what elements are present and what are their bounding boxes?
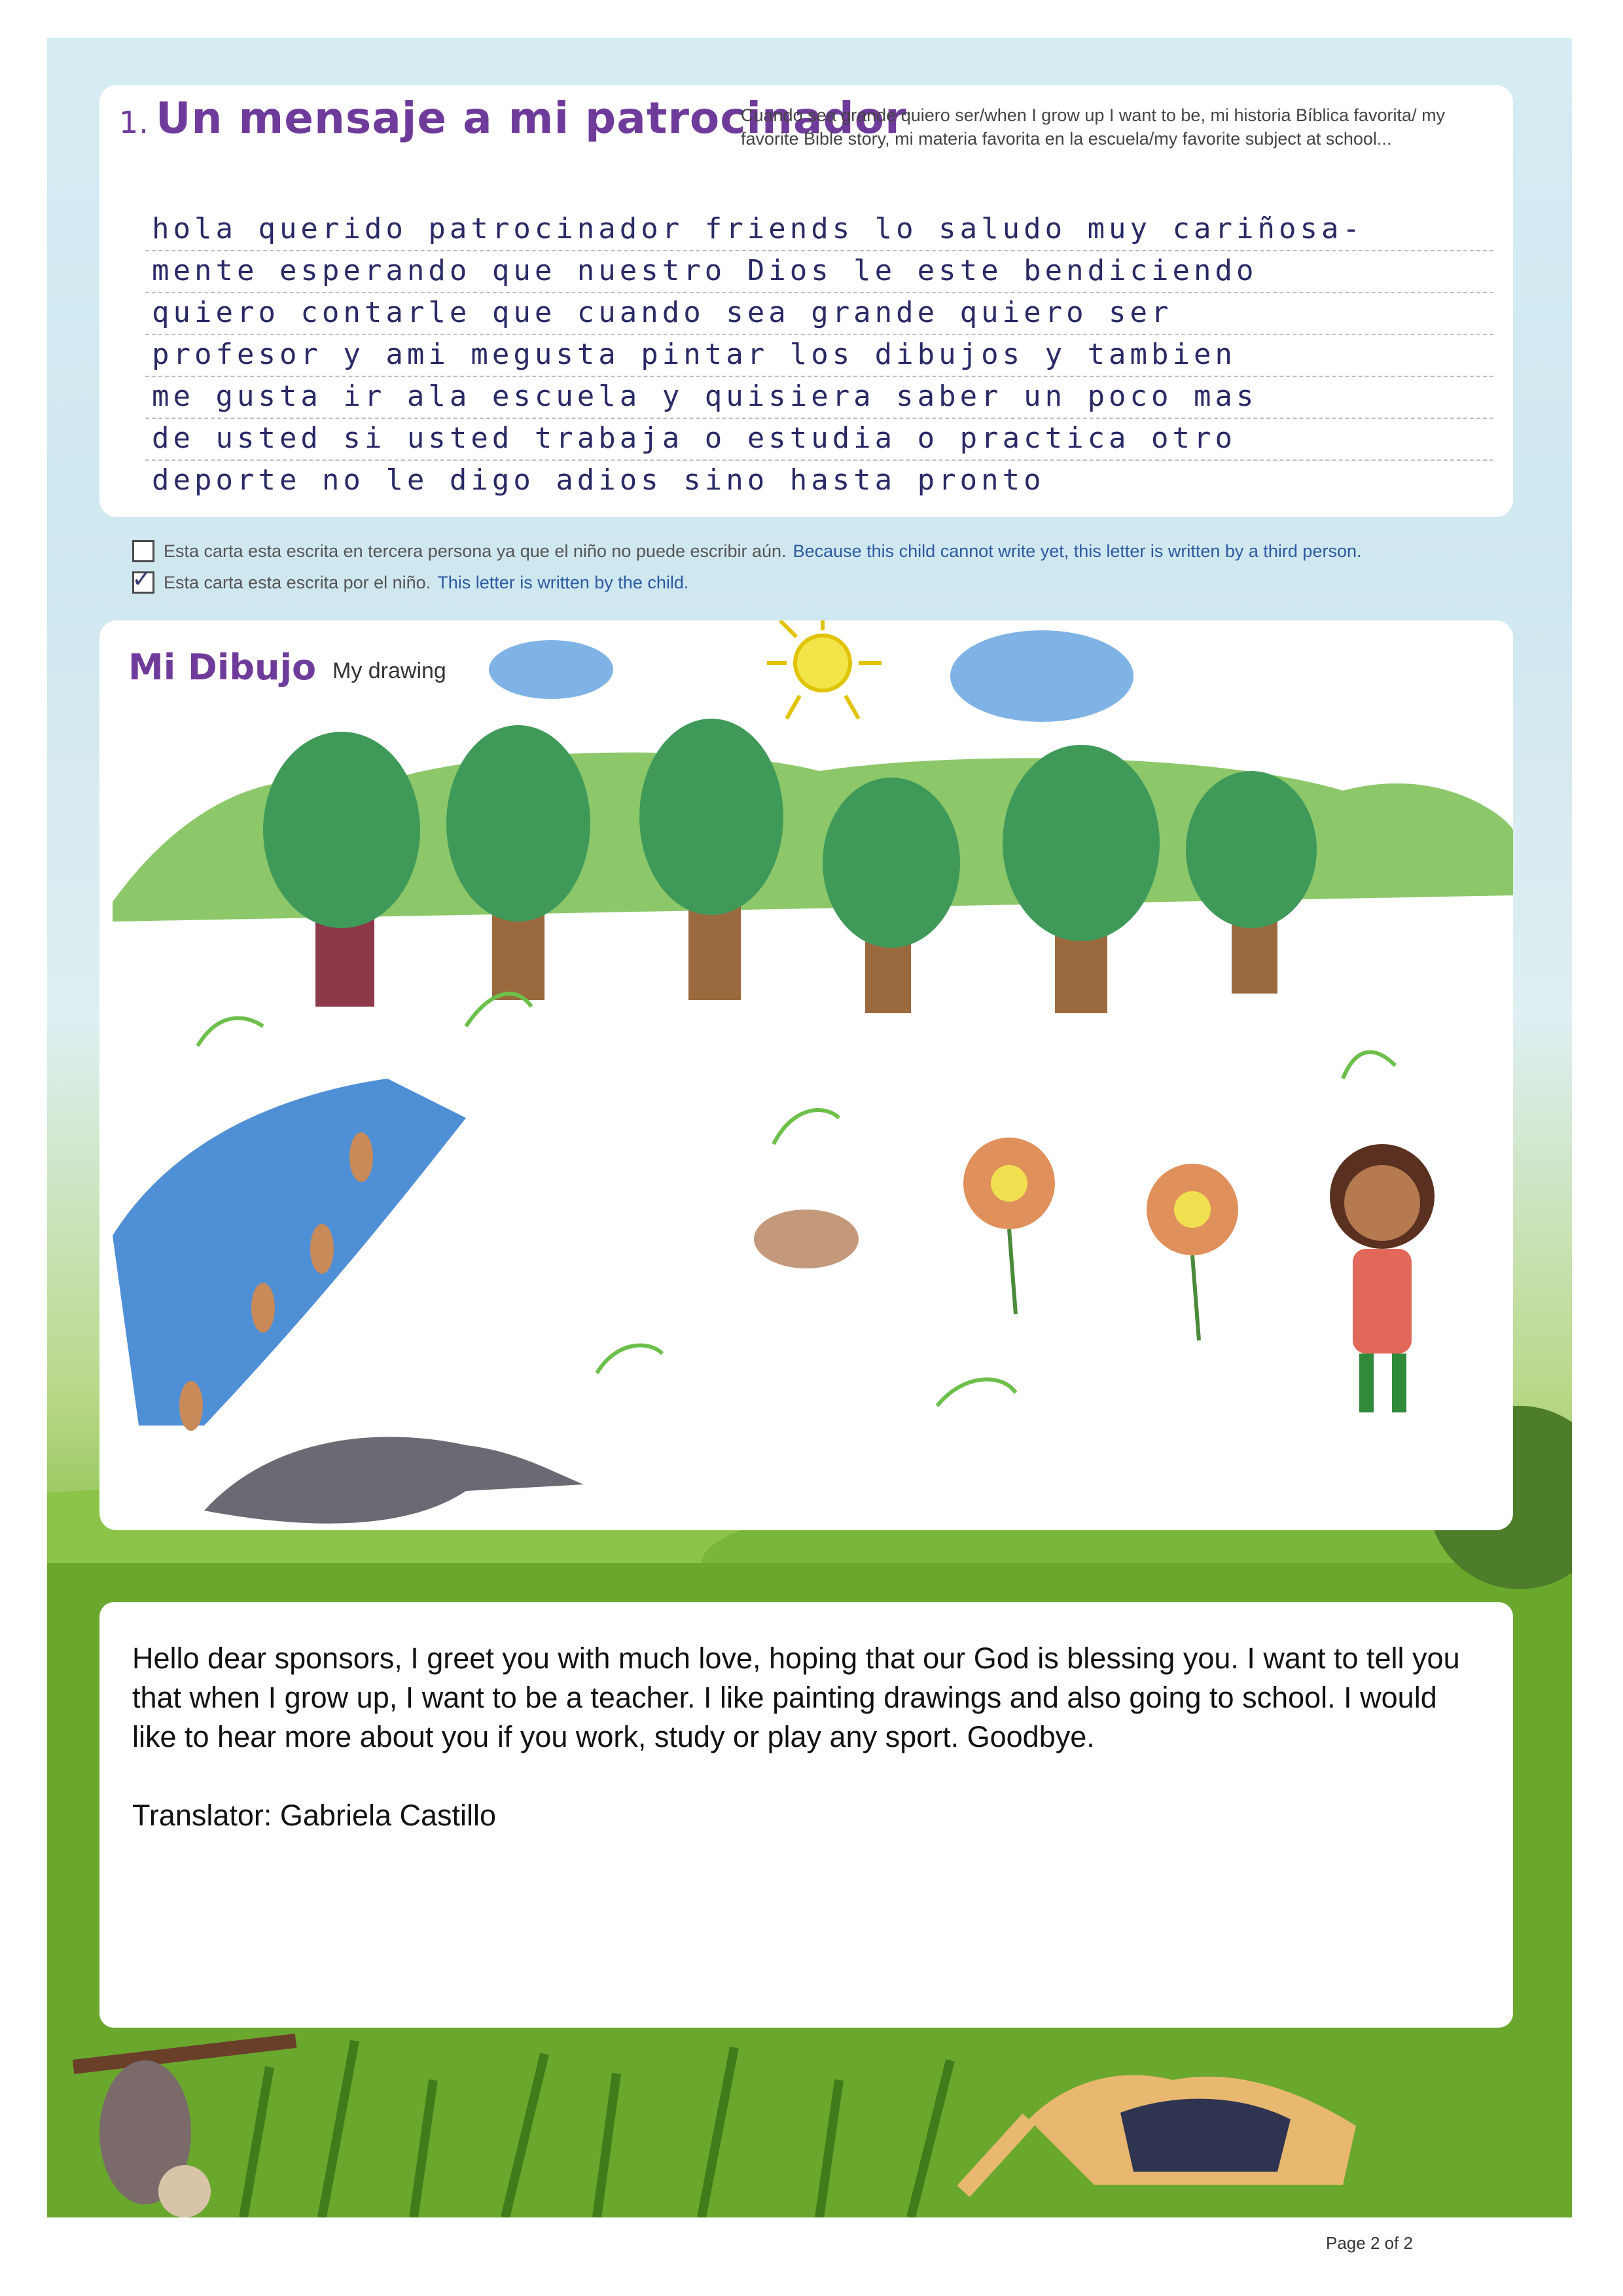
handwriting-line: deporte no le digo adios sino hasta pronto	[152, 463, 1045, 497]
bottom-animals	[47, 2021, 1572, 2217]
flowers	[963, 1138, 1238, 1340]
handwriting-line: mente esperando que nuestro Dios le este bendiciendo	[145, 251, 1493, 293]
translation-panel	[99, 1602, 1513, 2028]
message-prompt: Cuando sea grande quiero ser/when I grow up I want to be, mi historia Bíblica favorita/ my favorite Bible story, mi materia favorita en la escuela/my favorite subject at school...	[741, 105, 1446, 149]
armadillo	[204, 1437, 584, 1523]
letter-sheet	[47, 38, 1572, 2217]
sloth-illustration	[73, 2041, 296, 2217]
section-number: 1.	[119, 105, 149, 140]
handwriting-line: de usted si usted trabaja o estudia o practica otro	[145, 419, 1493, 461]
check-mark-icon: ✓	[132, 565, 152, 593]
author-checkboxes	[132, 535, 1572, 598]
checkbox-row-by-child[interactable]	[132, 567, 1572, 598]
handwriting-line: hola querido patrocinador friends lo saludo muy cariñosa-	[145, 209, 1493, 251]
handwriting-line: profesor y ami megusta pintar los dibujos y tambien	[145, 335, 1493, 377]
page-number: Page 2 of 2	[1322, 2232, 1417, 2255]
section-title: Un mensaje a mi patrocinador	[155, 93, 907, 143]
river	[113, 1079, 466, 1426]
anteater-illustration	[963, 2075, 1356, 2192]
rabbit	[754, 1210, 859, 1268]
girl-sticker	[1330, 1144, 1435, 1412]
message-panel	[99, 85, 1513, 517]
checkbox-label-es: Esta carta esta escrita por el niño.	[164, 572, 431, 592]
checkbox-label-en: This letter is written by the child.	[437, 572, 689, 592]
checkbox-row-third-person[interactable]	[132, 535, 1572, 567]
checkbox-label-en: Because this child cannot write yet, this letter is written by a third person.	[793, 541, 1362, 561]
checkbox-third-person[interactable]	[132, 540, 154, 562]
cloud	[950, 630, 1133, 722]
child-drawing	[99, 620, 1513, 1530]
checkbox-by-child[interactable]	[132, 565, 154, 594]
translator-name: Translator: Gabriela Castillo	[132, 1799, 497, 1832]
translation-block	[132, 1639, 1480, 1835]
drawing-panel	[99, 620, 1513, 1530]
handwriting-line: quiero contarle que cuando sea grande quiero ser	[145, 293, 1493, 335]
handwritten-message	[145, 209, 1493, 501]
drawing-subtitle: My drawing	[332, 658, 446, 683]
drawing-title: Mi Dibujo	[128, 647, 317, 688]
cloud	[489, 640, 613, 699]
handwriting-line: me gusta ir ala escuela y quisiera saber un poco mas	[145, 377, 1493, 419]
sun	[767, 620, 882, 719]
checkbox-label-es: Esta carta esta escrita en tercera persona ya que el niño no puede escribir aún.	[164, 541, 787, 561]
translation-text: Hello dear sponsors, I greet you with much love, hoping that our God is blessing you. I want to tell you that when I grow up, I want to be a teacher. I like painting drawings and also going to school. I would like to hear more about you if you work, study or play any sport. Goodbye.	[132, 1641, 1460, 1753]
